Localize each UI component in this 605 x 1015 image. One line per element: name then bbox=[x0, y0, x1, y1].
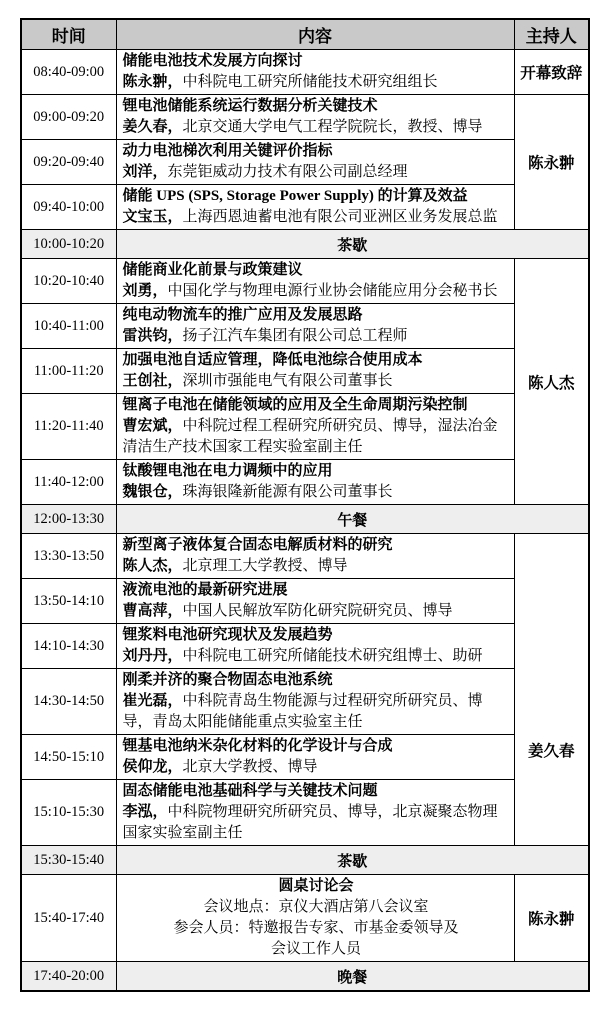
time-cell: 15:10-15:30 bbox=[21, 780, 116, 846]
session-row bbox=[21, 304, 589, 349]
session-speaker bbox=[123, 281, 510, 302]
time-cell: 13:30-13:50 bbox=[21, 534, 116, 579]
host-cell: 陈永翀 bbox=[514, 95, 589, 230]
session-cell bbox=[116, 95, 514, 140]
break-row bbox=[21, 230, 589, 259]
roundtable-participants-cont: 会议工作人员 bbox=[270, 941, 361, 957]
roundtable-location: 会议地点：京仪大酒店第八会议室 bbox=[203, 899, 429, 915]
speaker-name: 魏银仓， bbox=[122, 484, 183, 500]
speaker-affiliation: 东莞钜威动力技术有限公司副总经理 bbox=[167, 164, 408, 180]
speaker-affiliation: 中国化学与物理电源行业协会储能应用分会秘书长 bbox=[167, 283, 498, 299]
host-cell: 姜久春 bbox=[514, 534, 589, 846]
session-row bbox=[21, 259, 589, 304]
session-row bbox=[21, 780, 589, 846]
speaker-name: 刘勇， bbox=[122, 283, 168, 299]
header-row bbox=[21, 19, 589, 50]
session-speaker bbox=[123, 371, 510, 392]
break-row bbox=[21, 962, 589, 992]
time-cell: 10:00-10:20 bbox=[21, 230, 116, 259]
session-speaker bbox=[123, 416, 510, 458]
time-cell: 15:30-15:40 bbox=[21, 846, 116, 875]
speaker-name: 李泓， bbox=[122, 804, 168, 820]
break-row bbox=[21, 505, 589, 534]
session-title: 加强电池自适应管理，降低电池综合使用成本 bbox=[122, 352, 423, 368]
session-row bbox=[21, 735, 589, 780]
time-cell: 09:00-09:20 bbox=[21, 95, 116, 140]
time-cell: 15:40-17:40 bbox=[21, 875, 116, 962]
session-cell bbox=[116, 50, 514, 95]
header-content: 内容 bbox=[116, 19, 514, 50]
break-label: 午餐 bbox=[116, 505, 589, 534]
conference-schedule-table bbox=[20, 18, 590, 992]
session-title: 锂电池储能系统运行数据分析关键技术 bbox=[122, 98, 378, 114]
session-title: 锂基电池纳米杂化材料的化学设计与合成 bbox=[122, 738, 393, 754]
session-title: 锂离子电池在储能领域的应用及全生命周期污染控制 bbox=[122, 397, 468, 413]
speaker-affiliation: 北京理工大学教授、博导 bbox=[182, 558, 348, 574]
session-title: 液流电池的最新研究进展 bbox=[122, 582, 288, 598]
speaker-name: 崔光磊， bbox=[122, 693, 183, 709]
time-cell: 14:10-14:30 bbox=[21, 624, 116, 669]
roundtable-cell bbox=[116, 875, 514, 962]
session-cell bbox=[116, 185, 514, 230]
time-cell: 08:40-09:00 bbox=[21, 50, 116, 95]
session-cell bbox=[116, 304, 514, 349]
speaker-affiliation: 中科院物理研究所研究员、博导，北京凝聚态物理国家实验室副主任 bbox=[122, 804, 498, 841]
session-title: 储能 UPS (SPS, Storage Power Supply) 的计算及效益 bbox=[122, 188, 468, 204]
speaker-affiliation: 上海西恩迪蓄电池有限公司亚洲区业务发展总监 bbox=[182, 209, 498, 225]
session-speaker bbox=[123, 691, 510, 733]
speaker-name: 刘洋， bbox=[122, 164, 168, 180]
session-speaker bbox=[123, 556, 510, 577]
session-cell bbox=[116, 579, 514, 624]
host-cell: 陈永翀 bbox=[514, 875, 589, 962]
speaker-name: 侯仰龙， bbox=[122, 759, 183, 775]
host-cell: 开幕致辞 bbox=[514, 50, 589, 95]
roundtable-participants: 参会人员：特邀报告专家、市基金委领导及 bbox=[173, 920, 459, 936]
session-row bbox=[21, 624, 589, 669]
session-speaker bbox=[123, 601, 510, 622]
host-cell: 陈人杰 bbox=[514, 259, 589, 505]
speaker-name: 王创社， bbox=[122, 373, 183, 389]
session-title: 钛酸锂电池在电力调频中的应用 bbox=[122, 463, 333, 479]
speaker-affiliation: 中科院电工研究所储能技术研究组博士、助研 bbox=[182, 648, 483, 664]
session-cell bbox=[116, 624, 514, 669]
time-cell: 10:20-10:40 bbox=[21, 259, 116, 304]
speaker-name: 文宝玉， bbox=[122, 209, 183, 225]
session-cell bbox=[116, 669, 514, 735]
speaker-affiliation: 中国人民解放军防化研究院研究员、博导 bbox=[182, 603, 453, 619]
roundtable-row bbox=[21, 875, 589, 962]
time-cell: 10:40-11:00 bbox=[21, 304, 116, 349]
session-title: 固态储能电池基础科学与关键技术问题 bbox=[122, 783, 378, 799]
speaker-name: 刘丹丹， bbox=[122, 648, 183, 664]
session-title: 新型离子液体复合固态电解质材料的研究 bbox=[122, 537, 393, 553]
speaker-affiliation: 珠海银隆新能源有限公司董事长 bbox=[182, 484, 393, 500]
speaker-affiliation: 中科院过程工程研究所研究员、博导，湿法冶金清洁生产技术国家工程实验室副主任 bbox=[122, 418, 498, 455]
time-cell: 09:40-10:00 bbox=[21, 185, 116, 230]
time-cell: 11:40-12:00 bbox=[21, 460, 116, 505]
time-cell: 11:20-11:40 bbox=[21, 394, 116, 460]
header-time: 时间 bbox=[21, 19, 116, 50]
time-cell: 14:50-15:10 bbox=[21, 735, 116, 780]
session-title: 刚柔并济的聚合物固态电池系统 bbox=[122, 672, 333, 688]
speaker-affiliation: 北京交通大学电气工程学院院长，教授、博导 bbox=[182, 119, 483, 135]
session-speaker bbox=[123, 757, 510, 778]
session-cell bbox=[116, 735, 514, 780]
speaker-name: 雷洪钧， bbox=[122, 328, 183, 344]
break-row bbox=[21, 846, 589, 875]
session-cell bbox=[116, 394, 514, 460]
session-cell bbox=[116, 259, 514, 304]
speaker-affiliation: 扬子江汽车集团有限公司总工程师 bbox=[182, 328, 408, 344]
time-cell: 14:30-14:50 bbox=[21, 669, 116, 735]
session-speaker bbox=[123, 482, 510, 503]
session-row bbox=[21, 394, 589, 460]
speaker-affiliation: 中科院电工研究所储能技术研究组组长 bbox=[182, 74, 438, 90]
speaker-name: 姜久春， bbox=[122, 119, 183, 135]
session-speaker bbox=[123, 207, 510, 228]
speaker-affiliation: 中科院青岛生物能源与过程研究所研究员、博导，青岛太阳能储能重点实验室主任 bbox=[122, 693, 483, 730]
speaker-affiliation: 深圳市强能电气有限公司董事长 bbox=[182, 373, 393, 389]
session-speaker bbox=[123, 326, 510, 347]
session-title: 动力电池梯次利用关键评价指标 bbox=[122, 143, 333, 159]
session-cell bbox=[116, 349, 514, 394]
time-cell: 13:50-14:10 bbox=[21, 579, 116, 624]
session-row bbox=[21, 534, 589, 579]
session-cell bbox=[116, 534, 514, 579]
session-row bbox=[21, 140, 589, 185]
time-cell: 09:20-09:40 bbox=[21, 140, 116, 185]
header-host: 主持人 bbox=[514, 19, 589, 50]
session-row bbox=[21, 460, 589, 505]
session-row bbox=[21, 95, 589, 140]
speaker-name: 陈人杰， bbox=[122, 558, 183, 574]
session-cell bbox=[116, 140, 514, 185]
session-speaker bbox=[123, 72, 510, 93]
session-row bbox=[21, 185, 589, 230]
session-title: 锂浆料电池研究现状及发展趋势 bbox=[122, 627, 333, 643]
session-title: 纯电动物流车的推广应用及发展思路 bbox=[122, 307, 363, 323]
session-row bbox=[21, 50, 589, 95]
break-label: 茶歇 bbox=[116, 230, 589, 259]
session-speaker bbox=[123, 162, 510, 183]
speaker-affiliation: 北京大学教授、博导 bbox=[182, 759, 318, 775]
speaker-name: 陈永翀， bbox=[122, 74, 183, 90]
speaker-name: 曹宏斌， bbox=[122, 418, 183, 434]
break-label: 茶歇 bbox=[116, 846, 589, 875]
session-speaker bbox=[123, 646, 510, 667]
time-cell: 12:00-13:30 bbox=[21, 505, 116, 534]
session-row bbox=[21, 669, 589, 735]
session-cell bbox=[116, 780, 514, 846]
time-cell: 17:40-20:00 bbox=[21, 962, 116, 992]
time-cell: 11:00-11:20 bbox=[21, 349, 116, 394]
session-speaker bbox=[123, 117, 510, 138]
session-row bbox=[21, 579, 589, 624]
session-speaker bbox=[123, 802, 510, 844]
session-row bbox=[21, 349, 589, 394]
roundtable-title: 圆桌讨论会 bbox=[278, 878, 354, 894]
break-label: 晚餐 bbox=[116, 962, 589, 992]
speaker-name: 曹高萍， bbox=[122, 603, 183, 619]
session-title: 储能商业化前景与政策建议 bbox=[122, 262, 303, 278]
session-title: 储能电池技术发展方向探讨 bbox=[122, 53, 303, 69]
session-cell bbox=[116, 460, 514, 505]
